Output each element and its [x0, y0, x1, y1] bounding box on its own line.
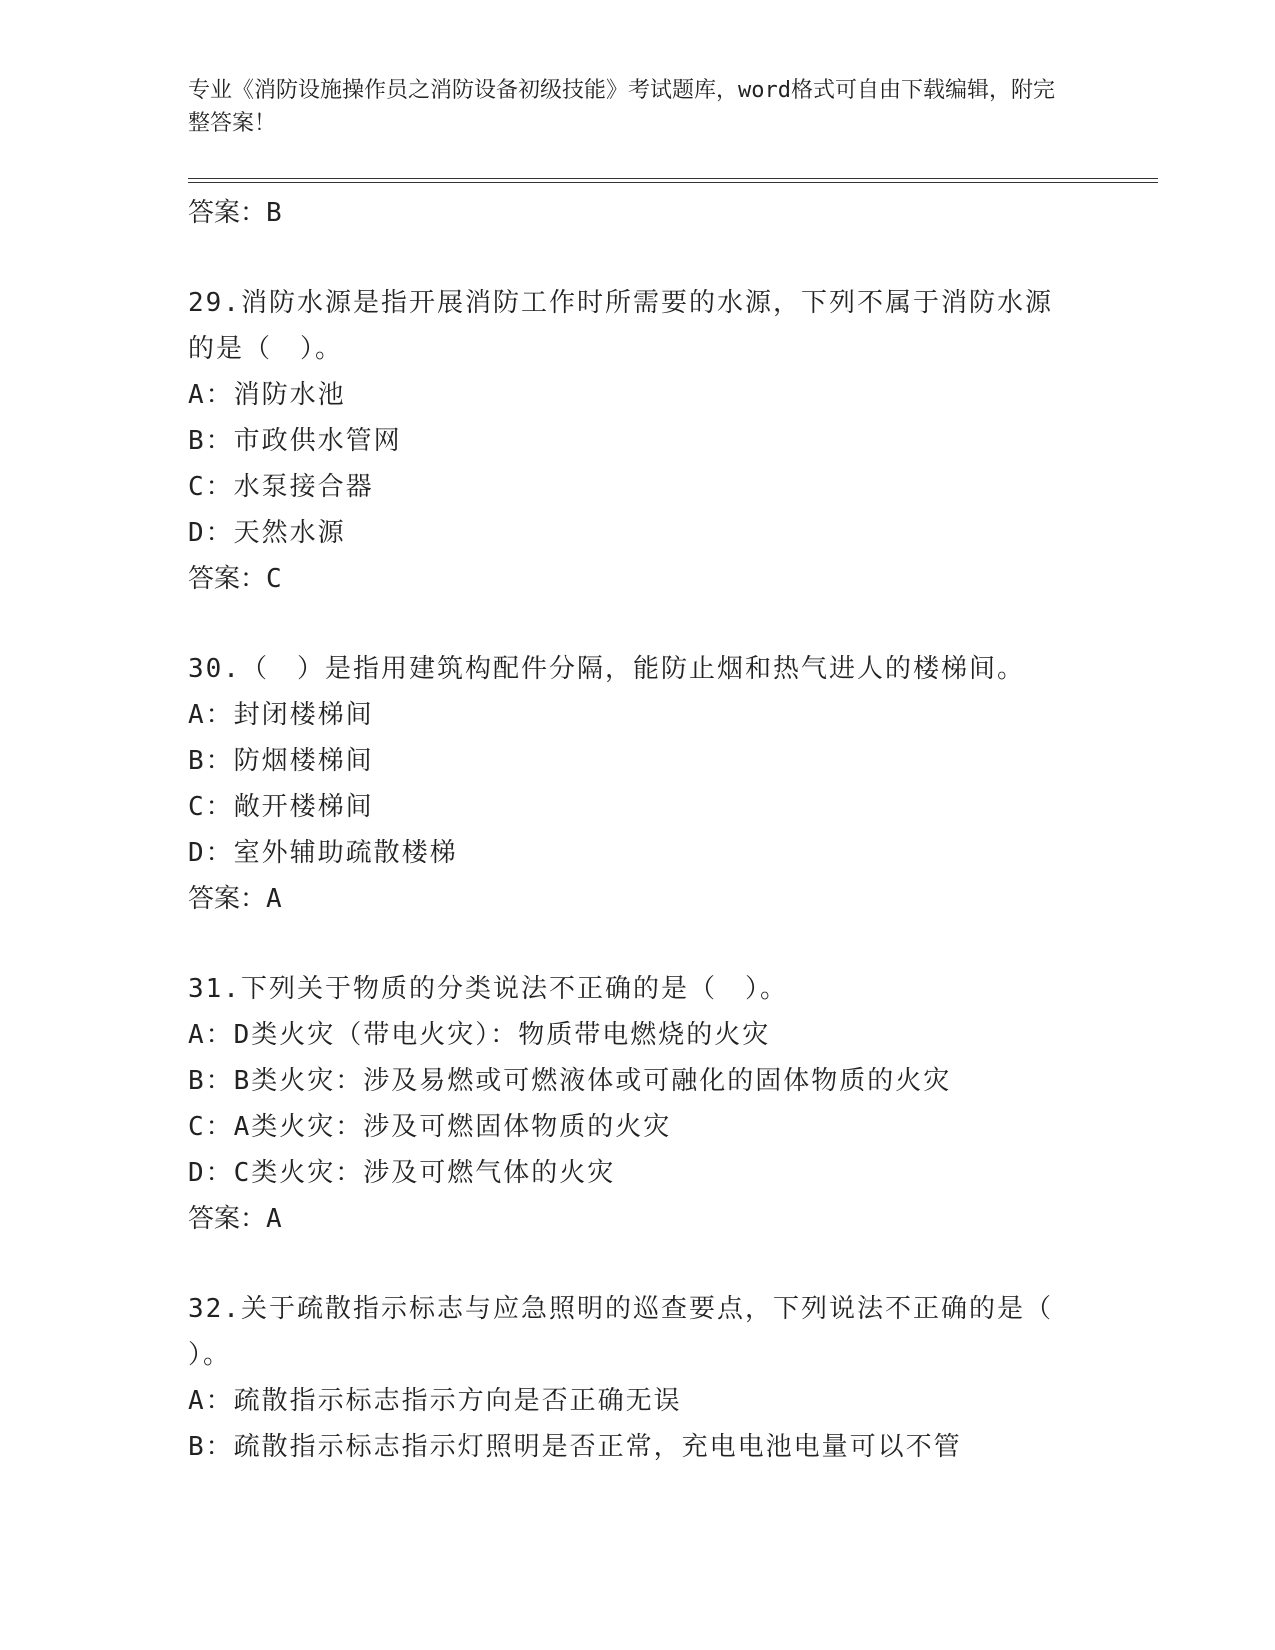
option-c: C：敞开楼梯间 — [188, 792, 374, 822]
option-a: A：消防水池 — [188, 380, 346, 410]
question-30 — [188, 646, 1088, 922]
answer-line: 答案：B — [188, 198, 282, 228]
question-stem: 31.下列关于物质的分类说法不正确的是（ ）。 — [188, 974, 788, 1004]
answer-line: 答案：C — [188, 564, 282, 594]
question-stem: 32.关于疏散指示标志与应急照明的巡查要点，下列说法不正确的是（ — [188, 1294, 1053, 1324]
option-b: B：防烟楼梯间 — [188, 746, 374, 776]
question-stem: 30.（ ）是指用建筑构配件分隔，能防止烟和热气进人的楼梯间。 — [188, 654, 1025, 684]
answer-line: 答案：A — [188, 1204, 282, 1234]
option-d: D：天然水源 — [188, 518, 346, 548]
option-c: C：水泵接合器 — [188, 472, 374, 502]
option-b: B：B类火灾：涉及易燃或可燃液体或可融化的固体物质的火灾 — [188, 1066, 952, 1096]
page-header: 专业《消防设施操作员之消防设备初级技能》考试题库，word格式可自由下载编辑，附完整答案！ — [188, 78, 1055, 136]
option-c: C：A类火灾：涉及可燃固体物质的火灾 — [188, 1112, 672, 1142]
option-a: A：封闭楼梯间 — [188, 700, 374, 730]
question-32 — [188, 1286, 1088, 1470]
answer-line: 答案：A — [188, 884, 282, 914]
option-b: B：市政供水管网 — [188, 426, 402, 456]
option-d: D：室外辅助疏散楼梯 — [188, 838, 458, 868]
question-stem: 29.消防水源是指开展消防工作时所需要的水源，下列不属于消防水源 — [188, 288, 1053, 318]
header-divider-secondary — [188, 182, 1158, 183]
question-stem-continued: 的是（ ）。 — [188, 334, 344, 364]
question-stem-continued: ）。 — [188, 1340, 232, 1370]
option-a: A：疏散指示标志指示方向是否正确无误 — [188, 1386, 682, 1416]
option-a: A：D类火灾（带电火灾）：物质带电燃烧的火灾 — [188, 1020, 771, 1050]
question-list — [188, 190, 1088, 1470]
option-d: D：C类火灾：涉及可燃气体的火灾 — [188, 1158, 616, 1188]
header-divider — [188, 178, 1158, 179]
option-b: B：疏散指示标志指示灯照明是否正常，充电电池电量可以不管 — [188, 1432, 962, 1462]
question-29 — [188, 280, 1088, 602]
question-31 — [188, 966, 1088, 1242]
